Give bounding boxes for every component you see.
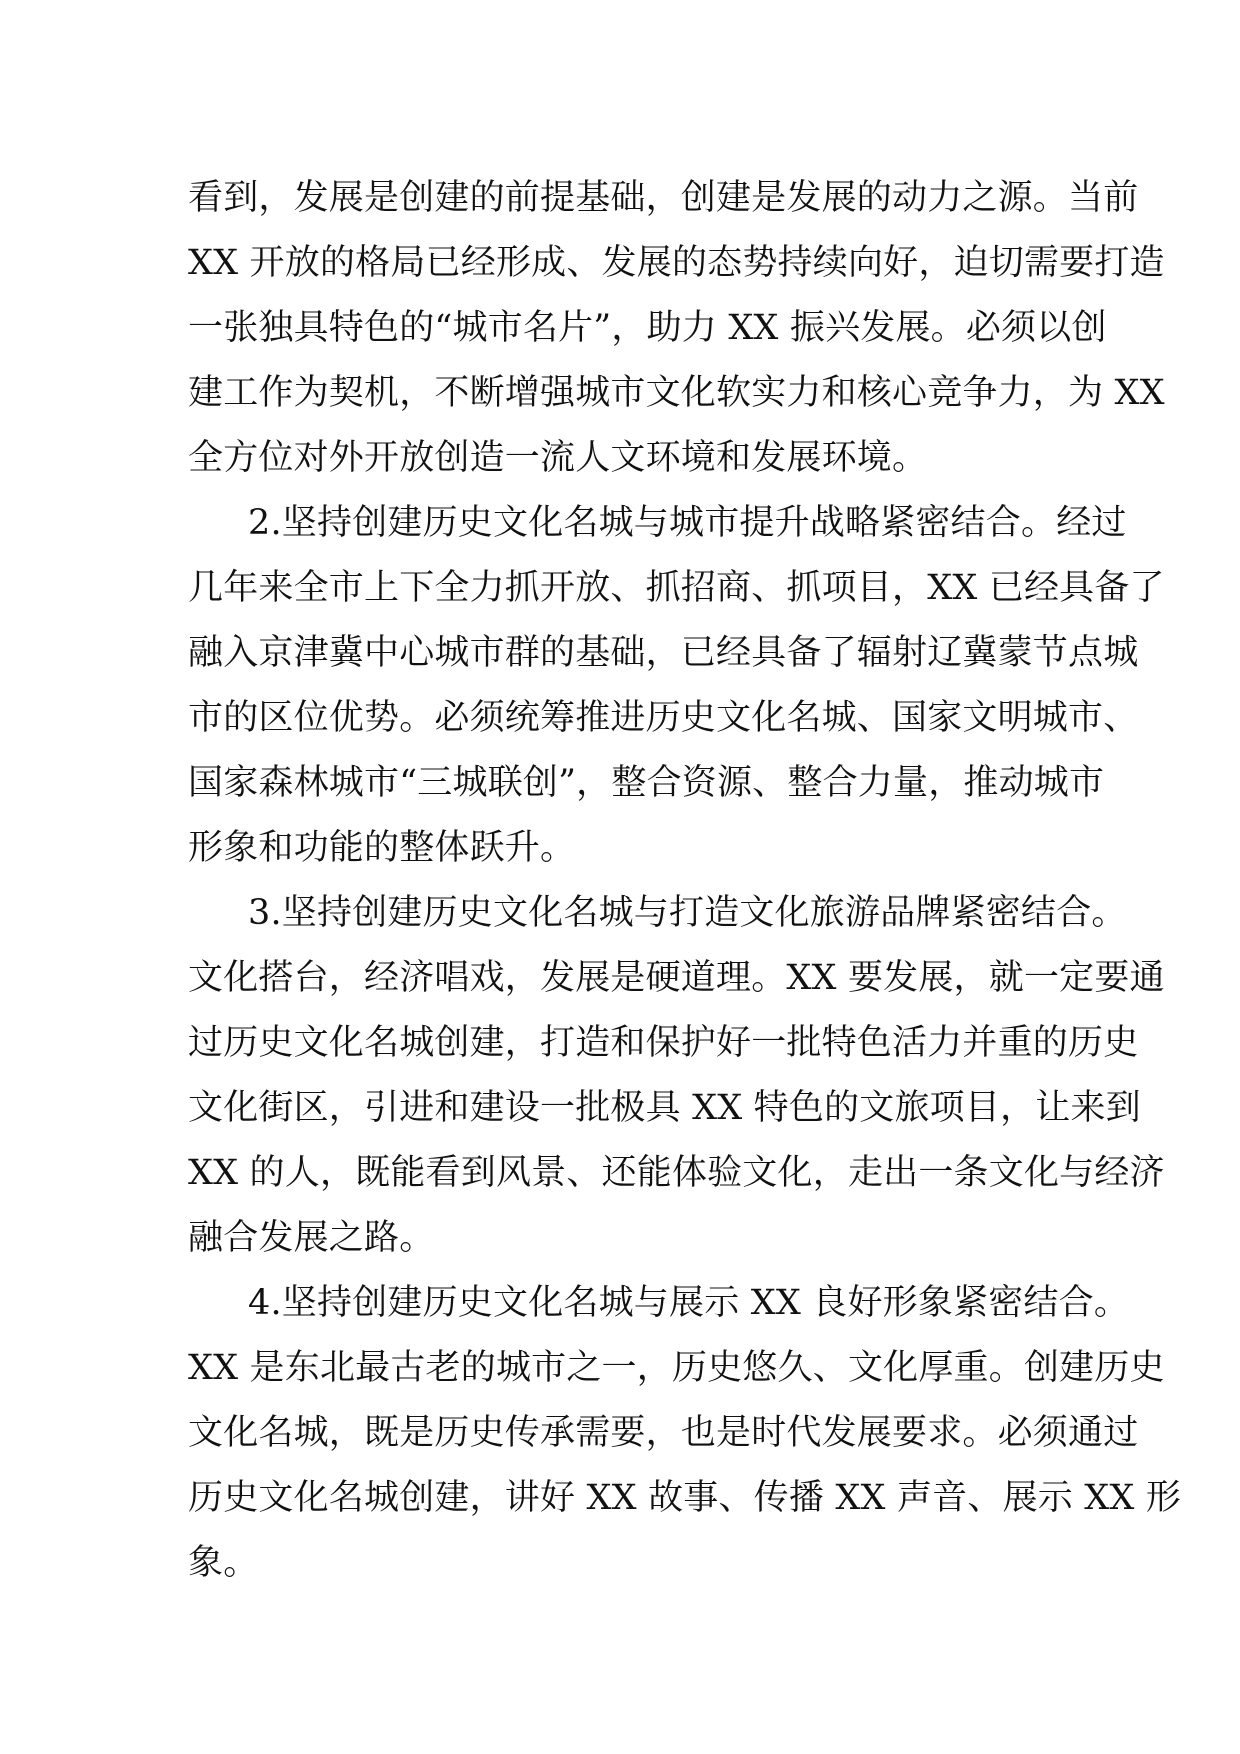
paragraph-heading-3: 3.坚持创建历史文化名城与打造文化旅游品牌紧密结合。 [248, 893, 1127, 933]
text-line: 文化名城，既是历史传承需要，也是时代发展要求。必须通过 [188, 1413, 1139, 1453]
text-line: 融入京津冀中心城市群的基础，已经具备了辐射辽冀蒙节点城 [188, 633, 1139, 673]
text-line: 一张独具特色的“城市名片”，助力 XX 振兴发展。必须以创 [188, 308, 1107, 348]
text-line: 国家森林城市“三城联创”，整合资源、整合力量，推动城市 [188, 763, 1105, 803]
text-line: 全方位对外开放创造一流人文环境和发展环境。 [188, 438, 928, 478]
text-line: 文化搭台，经济唱戏，发展是硬道理。XX 要发展，就一定要通 [188, 958, 1165, 998]
text-line: XX 是东北最古老的城市之一，历史悠久、文化厚重。创建历史 [188, 1348, 1165, 1388]
text-line: 过历史文化名城创建，打造和保护好一批特色活力并重的历史 [188, 1023, 1139, 1063]
text-line: 形象和功能的整体跃升。 [188, 828, 576, 868]
document-body [188, 166, 1182, 1596]
paragraph-heading-2: 2.坚持创建历史文化名城与城市提升战略紧密结合。经过 [248, 503, 1127, 543]
text-line: 历史文化名城创建，讲好 XX 故事、传播 XX 声音、展示 XX 形 [188, 1478, 1182, 1518]
paragraph-heading-4: 4.坚持创建历史文化名城与展示 XX 良好形象紧密结合。 [248, 1283, 1130, 1323]
text-line: 建工作为契机，不断增强城市文化软实力和核心竞争力，为 XX [188, 373, 1165, 413]
text-line: XX 的人，既能看到风景、还能体验文化，走出一条文化与经济 [188, 1153, 1165, 1193]
text-line: XX 开放的格局已经形成、发展的态势持续向好，迫切需要打造 [188, 243, 1165, 283]
text-line: 融合发展之路。 [188, 1218, 435, 1258]
text-line: 几年来全市上下全力抓开放、抓招商、抓项目，XX 已经具备了 [188, 568, 1165, 608]
text-line: 看到，发展是创建的前提基础，创建是发展的动力之源。当前 [188, 178, 1139, 218]
text-line: 文化街区，引进和建设一批极具 XX 特色的文旅项目，让来到 [188, 1088, 1141, 1128]
text-line: 象。 [188, 1543, 259, 1583]
text-line: 市的区位优势。必须统筹推进历史文化名城、国家文明城市、 [188, 698, 1139, 738]
